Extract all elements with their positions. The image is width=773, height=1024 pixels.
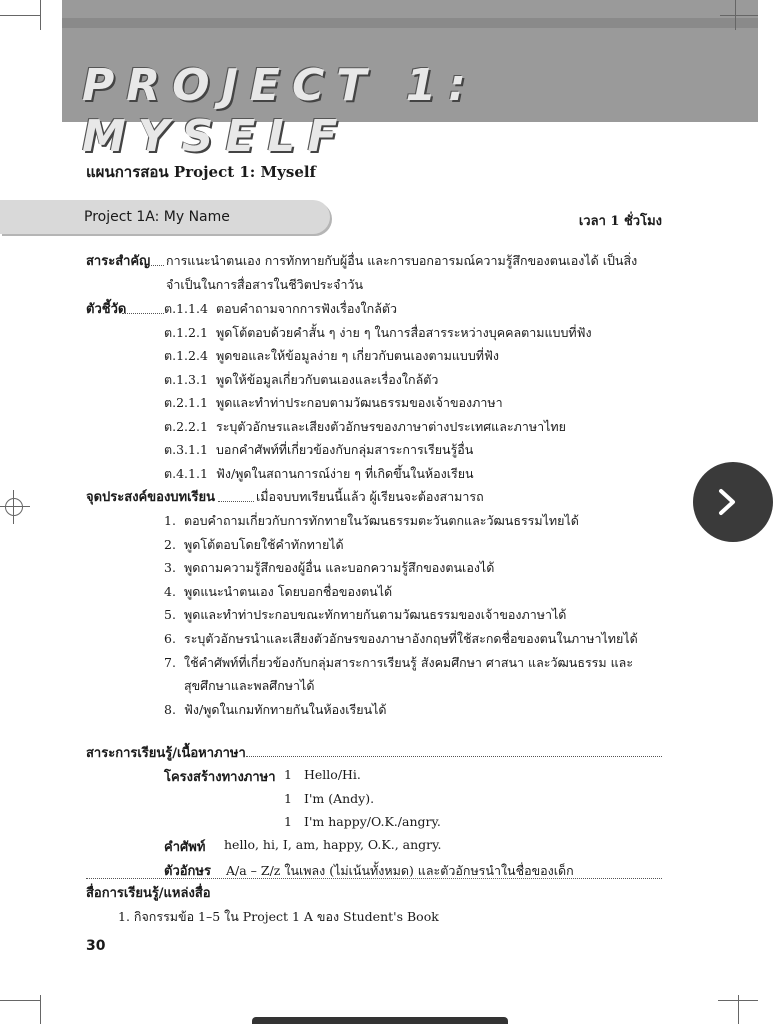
page-number: 30 [86,938,106,954]
indicator-code: ต.4.1.1 [164,465,208,481]
crop-mark [40,0,41,30]
structure-number: 1 [284,814,292,829]
objective-text: พูดถามความรู้สึกของผู้อื่น และบอกความรู้สึกของตนเองได้ [184,560,495,576]
essence-line-2: จำเป็นในการสื่อสารในชีวิตประจำวัน [166,277,364,292]
content-label: สาระการเรียนรู้/เนื้อหาภาษา [86,746,246,761]
objective-text: พูดและทำท่าประกอบขณะทักทายกันตามวัฒนธรรมของเจ้าของภาษาได้ [184,607,567,623]
objectives-intro: เมื่อจบบทเรียนนี้แล้ว ผู้เรียนจะต้องสามารถ [256,489,484,504]
structure-item [284,767,361,782]
lesson-title: Project 1A: My Name [84,209,230,225]
objective-text: ฟัง/พูดในเกมทักทายกันในห้องเรียนได้ [184,701,387,717]
objective-text: ระบุตัวอักษรนำและเสียงตัวอักษรของภาษาอังกฤษที่ใช้สะกดชื่อของตนในภาษาไทยได้ [184,631,638,646]
indicator-item [164,346,499,366]
indicator-code: ต.1.1.4 [164,301,208,316]
indicators-label: ตัวชี้วัด [86,302,127,317]
objective-text: พูดแนะนำตนเอง โดยบอกชื่อของตนได้ [184,583,393,599]
leader-dots [148,265,164,266]
indicator-item [164,323,592,343]
objective-number: 3. [164,560,176,576]
objective-item [164,535,344,555]
media-item: 1. กิจกรรมข้อ 1–5 ใน Project 1 A ของ Student's Book [118,909,439,924]
objective-number: 4. [164,583,176,599]
letters-text: A/a – Z/z ในเพลง (ไม่เน้นทั้งหมด) และตัวอักษรนำในชื่อของเด็ก [226,863,574,878]
crop-mark [0,506,30,507]
indicator-text: ตอบคำถามจากการฟังเรื่องใกล้ตัว [216,301,397,316]
objective-number: 6. [164,631,176,646]
vocab-label: คำศัพท์ [164,840,206,855]
structure-number: 1 [284,790,292,806]
indicator-item [164,393,503,413]
indicator-text: ฟัง/พูดในสถานการณ์ง่าย ๆ ที่เกิดขึ้นในห้องเรียน [216,465,474,481]
objective-text: ตอบคำถามเกี่ยวกับการทักทายในวัฒนธรรมตะวันตกและวัฒนธรรมไทยได้ [184,513,579,528]
indicator-item [164,417,566,437]
bottom-scroll-bar[interactable] [252,1017,508,1024]
indicator-text: พูดขอและให้ข้อมูลง่าย ๆ เกี่ยวกับตนเองตามแบบที่ฟัง [216,348,499,363]
structure-item [284,814,441,829]
indicator-item [164,440,473,460]
objective-number: 1. [164,513,176,528]
leader-dots [122,313,164,314]
objective-item [164,653,633,673]
crop-mark [40,995,41,1024]
crop-mark [13,490,14,524]
objective-item [164,605,566,625]
letters-label: ตัวอักษร [164,864,211,879]
objective-item [164,558,494,578]
lesson-plan-heading: แผนการสอน Project 1: Myself [86,163,317,181]
vocab-text: hello, hi, I, am, happy, O.K., angry. [224,837,442,852]
banner-title: PROJECT 1: MYSELF [82,60,478,162]
essence-line-1: การแนะนำตนเอง การทักทายกับผู้อื่น และการบอกอารมณ์ความรู้สึกของตนเองได้ เป็นสิ่ง [166,253,638,268]
indicator-code: ต.1.2.4 [164,348,208,363]
objective-number: 8. [164,701,176,717]
objective-text: พูดโต้ตอบโดยใช้คำทักทายได้ [184,536,344,552]
objective-number: 7. [164,654,176,670]
structure-text: Hello/Hi. [304,767,361,782]
indicator-code: ต.3.1.1 [164,442,208,457]
indicator-text: บอกคำศัพท์ที่เกี่ยวข้องกับกลุ่มสาระการเรียนรู้อื่น [216,442,474,457]
objective-item [164,676,314,696]
indicator-code: ต.1.2.1 [164,324,208,340]
next-page-button[interactable] [693,462,773,542]
crop-mark [735,0,736,30]
structure-text: I'm (Andy). [304,790,375,806]
indicator-text: พูดและทำท่าประกอบตามวัฒนธรรมของเจ้าของภาษา [216,395,503,410]
section-rule [246,756,662,757]
structure-number: 1 [284,767,292,782]
chevron-right-icon [717,488,739,516]
objective-text: สุขศึกษาและพลศึกษาได้ [184,678,315,694]
objective-item [164,511,579,531]
objective-item [164,582,392,602]
structure-text: I'm happy/O.K./angry. [304,814,441,829]
crop-mark [0,15,40,16]
structure-label: โครงสร้างทางภาษา [164,770,276,785]
leader-dots [218,501,254,502]
crop-mark [720,15,758,16]
objective-text: ใช้คำศัพท์ที่เกี่ยวข้องกับกลุ่มสาระการเรียนรู้ สังคมศึกษา ศาสนา และวัฒนธรรม และ [184,654,634,670]
objective-item [164,700,387,720]
indicator-text: พูดให้ข้อมูลเกี่ยวกับตนเองและเรื่องใกล้ตัว [216,371,439,387]
section-rule [86,878,662,879]
objectives-label: จุดประสงค์ของบทเรียน [86,490,216,505]
media-label: สื่อการเรียนรู้/แหล่งสื่อ [86,886,211,901]
indicator-text: พูดโต้ตอบด้วยคำสั้น ๆ ง่าย ๆ ในการสื่อสารระหว่างบุคคลตามแบบที่ฟัง [216,324,592,340]
indicator-item [164,299,397,319]
banner-stripe [62,18,758,28]
crop-mark [0,1000,40,1001]
title-banner [62,0,758,162]
indicator-code: ต.1.3.1 [164,371,208,387]
indicator-code: ต.2.2.1 [164,418,208,434]
essence-label: สาระสำคัญ [86,254,151,269]
indicator-code: ต.2.1.1 [164,395,208,410]
registration-mark [5,498,23,516]
crop-mark [738,995,739,1024]
lesson-duration: เวลา 1 ชั่วโมง [578,214,662,229]
indicator-text: ระบุตัวอักษรและเสียงตัวอักษรของภาษาต่างประเทศและภาษาไทย [216,418,566,434]
objective-number: 5. [164,607,176,623]
objective-number: 2. [164,536,176,552]
indicator-item [164,370,438,390]
objective-item [164,629,638,649]
structure-item [284,791,374,806]
indicator-item [164,464,474,484]
